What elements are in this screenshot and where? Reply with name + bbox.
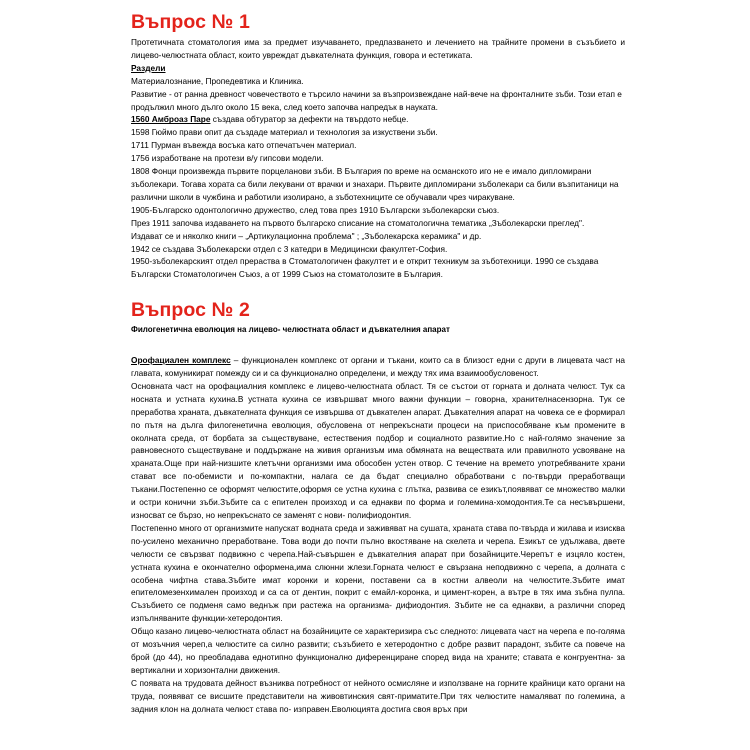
q1-item: 1942 се създава Зъболекарски отдел с 3 катедри в Медицински факултет-София. [131, 243, 448, 254]
q1-item: 1598 Гюймо прави опит да създаде материал и технология за изкуствени зъби. [131, 127, 438, 138]
q1-item: През 1911 започва издаването на първото българско списание на стоматологична тематика „Зъболекарски преглед". [131, 217, 585, 228]
q1-pare-line [131, 113, 625, 126]
q1-item: 1711 Пурман въвежда восъка като отпечатъчен материал. [131, 140, 357, 151]
q2-paragraph-2: Постепенно много от организмите напускат водната среда и заживяват на сушата, храната става по-твърда и жилава и изисква по-усилено механично преработване. Това води до почти пълно вкостяване на скелета и черепа. Езикът се удължава, двете челюсти се свързват подвижно с черепа.Най-съвършен е дъвкателния апарат при бозайниците.Черепът е изцяло костен, устната кухина е окончателно оформена,има слюнни жлези.Горната челюст е свързана неподвижно с черепа, а долната с особена чифтна става.Зъбите имат коронки и корени, поставени са в костни алвеоли на челюстите.Зъбите имат епителомезенхимален произход и са са от дентин, покрит с емайл-коронка, и цимент-корен, а вътре в тях има зъбна пулпа. Съзъбието се подменя само веднъж при растежа на организма- дифиодонтия. Зъбите не са еднакви, а различни според изпълняваните функции-хетеродонтия. [131, 522, 625, 624]
q1-item: 1950-зъболекарският отдел прераства в Стоматологичен факултет и е открит техникум за зъботехници. 1990 се създава Български Стоматологичен Съюз, а от 1999 Съюз на стоматолозите в България. [131, 256, 599, 280]
q2-definition [131, 354, 625, 380]
question-1-title: Въпрос № 1 [131, 11, 250, 33]
q1-intro: Протетичната стоматология има за предмет изучаването, предпазването и лечението на трайните промени в съзъбието и лицево-челюстната област, които увреждат дъвкателната функция, говора и естетиката. [131, 37, 625, 60]
document-page [131, 0, 625, 716]
q1-history-intro: Развитие - от ранна древност човечеството е търсило начини за възпроизвеждане най-вече на фронталните зъби. Този етап е продължил много дълго около 15 века, след което започва напредък в науката. [131, 88, 622, 112]
q1-sections-list: Материалознание, Пропедевтика и Клиника. [131, 75, 304, 86]
q2-paragraph-4: С появата на трудовата дейност възниква потребност от нейното осмисляне и използване на горните крайници като органи на труда, появяват се висшите представители на живовтинския свят-приматите.При тях челюстите намаляват по големина, а задния клон на долната челюст става по- изправен.Еволюцията достига своя връх при [131, 677, 625, 714]
q1-pare-text: създава обтуратор за дефекти на твърдото небце. [210, 114, 409, 125]
q2-term: Орофациален комплекс [131, 355, 231, 366]
q1-item: 1756 изработване на протези в/у гипсови модели. [131, 153, 324, 164]
q1-sections-label: Раздели [131, 62, 166, 73]
question-2-title: Въпрос № 2 [131, 299, 250, 322]
q2-term-definition: – функционален комплекс от органи и тъкани, които са в близост едни с други в лицевата част на главата, комуникират помежду си и са функционално определени, и между тях има взаимообусловеност. [131, 355, 625, 379]
q1-item: Издават се и няколко книги – „Артикулационна проблема" ; „Зъболекарска керамика" и др. [131, 230, 482, 241]
q1-pare-name: 1560 Амброаз Паре [131, 114, 211, 125]
q2-paragraph-3: Общо казано лицево-челюстната област на бозайниците се характеризира със следното: лицевата част на черепа е по-голяма от мозъчния череп,а челюстите са силно развити; съзъбието е хетеродонтно с добре развит парадонт, зъбите са повече на брой (до 44), но преобладава еднотипно функционално диференциране според вида на храните; ставата е конгруентна- за вертикални и хоризонтални движения. [131, 626, 625, 675]
q1-item: 1905-Българско одонтологично дружество, след това през 1910 Български зъболекарски съюз. [131, 204, 500, 215]
q1-item: 1808 Фонци произвежда първите порцеланови зъби. В България по време на османското иго не е имало дипломирани зъболекари. Тогава хората са били лекувани от врачки и знахари. Първите дипломирани зъболекари са били възпитаници на различни школи в чужбина и работили изолирано, а зъботехниците се обучавали чрез чиракуване. [131, 166, 619, 202]
q2-subtitle: Филогенетична еволюция на лицево- челюстната област и дъвкателния апарат [131, 325, 450, 335]
q2-paragraph-1: Основната част на орофациалния комплекс е лицево-челюстната област. Тя се състои от горната и долната челюст. Тук са носната и устната кухина.В устната кухина се извършват много важни функции – говорна, хранителнасензорна. Тук се преработва храната, дъвкателната функция се извършва от дъвкателен апарат. Дъвкателния апарат на човека се е формирал по пътя на дълга филогенетична еволюция, обусловена от непрекъснати процеси на приспособяване към промените в околната среда, от борбата за съществуване, естествения подбор и социалното развитие.Но с най-голямо значение за равновесното съществуване и поддържане на живия организъм има обмяната на веществата или правилното усвояване на храната.Още при най-низшите клетъчни организми има обособен устен отвор. С течение на времето употребяваните храни стават все по-обемисти и по-компактни, налага се да бъдат специално обработвани с по-твърди преработващи тъкани.Постепенно се оформят челюстите,оформя се устна кухина с глътка, развива се езикът,появяват се множество малки и остри конични зъби.Зъбите са с епителен произход и са еднакви по форма и големина-хомодонтия.Те са несъвършени, износват се бързо, но непрекъснато се заменят с нови- полифиодонтия. [131, 380, 625, 520]
